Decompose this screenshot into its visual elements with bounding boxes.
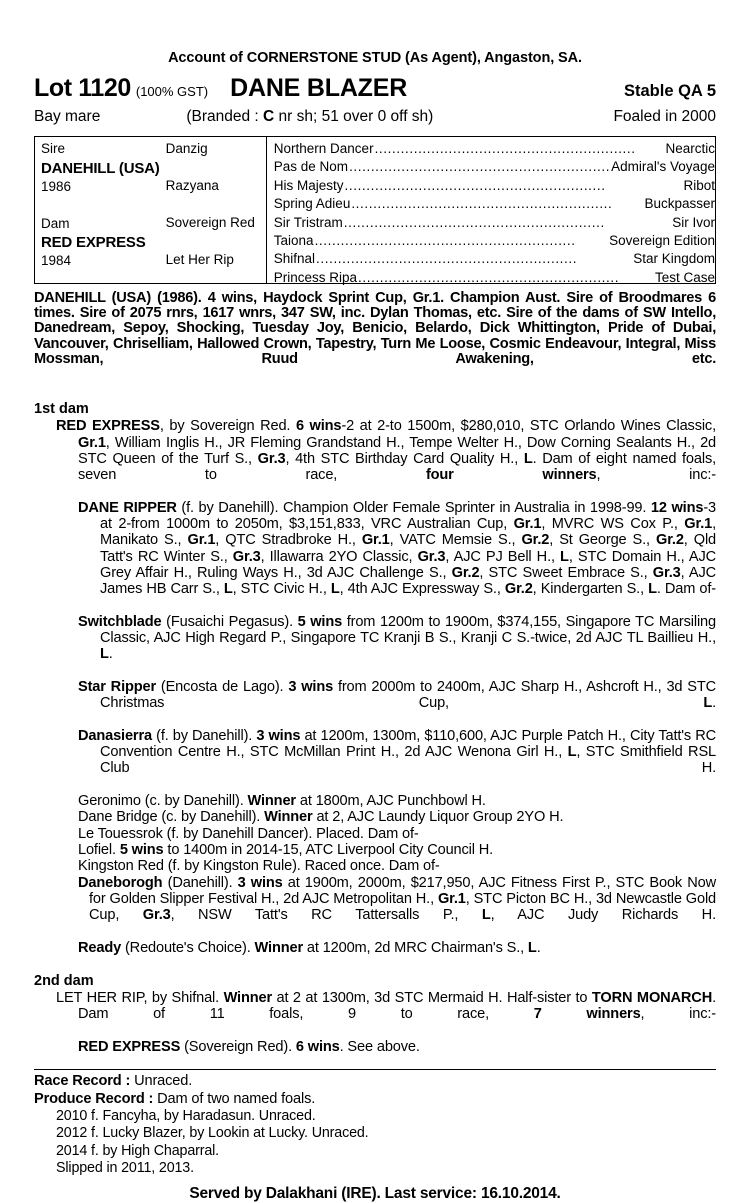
pedigree-entry: Danasierra (f. by Danehill). 3 wins at 1200m, 1300m, $110,600, AJC Purple Patch H., City Tatt's RC Convention Centre H., STC McMillan Print H., 2d AJC Wenona Girl H., L, STC Smithfield RSL Club H. bbox=[78, 727, 717, 777]
account-line: Account of CORNERSTONE STUD (As Agent), Angaston, SA. bbox=[168, 50, 582, 66]
horse-description-row bbox=[34, 108, 716, 126]
grandparent-3: Sovereign Red bbox=[165, 215, 255, 230]
produce-foal-line: Slipped in 2011, 2013. bbox=[56, 1159, 194, 1176]
dam-label: Dam bbox=[41, 215, 70, 231]
first-dam-heading: 1st dam bbox=[34, 401, 89, 418]
lot-number: Lot 1120 bbox=[34, 74, 131, 102]
produce-foal-line: 2010 f. Fancyha, by Haradasun. Unraced. bbox=[56, 1108, 316, 1125]
ancestor-dam: Star Kingdom bbox=[633, 251, 715, 267]
brand-symbol: C bbox=[263, 108, 275, 125]
pedigree-entry: Daneborogh (Danehill). 3 wins at 1900m, 2000m, $217,950, AJC Fitness First P., STC Book Now for Golden Slipper Festival H., 2d AJC Metropolitan H., Gr.1, STC Picton BC H., 3d Newcastle Gold Cup, Gr.3, NSW Tatt's RC Tattersalls P., L, AJC Judy Richards H. bbox=[78, 874, 717, 924]
leader-dots: ............................................................ bbox=[343, 214, 605, 230]
colour-and-sex: Bay mare bbox=[34, 108, 101, 125]
ancestor-sire: Shifnal bbox=[273, 251, 316, 267]
pedigree-entry: Geronimo (c. by Danehill). Winner at 1800m, AJC Punchbowl H. bbox=[78, 793, 486, 810]
branded-prefix: (Branded : bbox=[186, 108, 264, 125]
pedigree-entry: Ready (Redoute's Choice). Winner at 1200m, 2d MRC Chairman's S., L. bbox=[78, 939, 541, 956]
ancestor-sire: Taiona bbox=[273, 233, 314, 249]
ancestor-dam: Sir Ivor bbox=[672, 214, 715, 230]
first-dam-entries bbox=[34, 418, 716, 956]
horse-name: DANE BLAZER bbox=[230, 74, 408, 102]
sire-label: Sire bbox=[41, 141, 66, 156]
pedigree-spacer bbox=[41, 196, 160, 215]
pedigree-ancestor-row bbox=[274, 214, 715, 232]
stable-location: Stable QA 5 bbox=[624, 82, 716, 100]
ancestor-dam: Nearctic bbox=[665, 141, 715, 156]
sire-year: 1986 bbox=[41, 178, 72, 194]
grandparent-2: Razyana bbox=[165, 178, 219, 193]
leader-dots: ............................................................ bbox=[351, 196, 613, 212]
pedigree-entry: Le Touessrok (f. by Danehill Dancer). Placed. Dam of- bbox=[78, 825, 419, 842]
branding-info bbox=[186, 108, 433, 126]
second-dam-heading: 2nd dam bbox=[34, 973, 94, 990]
lot-header-row bbox=[34, 74, 716, 103]
produce-record-line bbox=[34, 1091, 716, 1109]
race-record-label: Race Record : bbox=[34, 1073, 131, 1090]
pedigree-spacer bbox=[166, 159, 266, 178]
pedigree-ancestor-row bbox=[274, 140, 715, 158]
grandparent-4: Let Her Rip bbox=[165, 252, 234, 267]
leader-dots: ............................................................ bbox=[374, 141, 636, 156]
pedigree-ancestor-row bbox=[274, 177, 715, 195]
dam-year: 1984 bbox=[41, 253, 72, 268]
pedigree-ancestor-row bbox=[274, 250, 715, 268]
pedigree-entry: Kingston Red (f. by Kingston Rule). Raced once. Dam of- bbox=[78, 858, 440, 875]
produce-record-value: Dam of two named foals. bbox=[157, 1090, 316, 1107]
branded-suffix: nr sh; 51 over 0 off sh) bbox=[274, 108, 434, 125]
pedigree-ancestor-row bbox=[274, 158, 715, 176]
gst-note: (100% GST) bbox=[135, 84, 209, 99]
ancestor-sire: Princess Ripa bbox=[273, 269, 358, 285]
foaled-year: Foaled in 2000 bbox=[613, 108, 716, 125]
produce-record-label: Produce Record : bbox=[34, 1090, 154, 1107]
race-record-value: Unraced. bbox=[134, 1073, 193, 1090]
pedigree-column-great-grandparents bbox=[266, 137, 715, 283]
leader-dots: ............................................................ bbox=[358, 269, 620, 285]
pedigree-entry: Star Ripper (Encosta de Lago). 3 wins from 2000m to 2400m, AJC Sharp H., Ashcroft H., 3d STC Christmas Cup, L. bbox=[78, 678, 717, 712]
pedigree-entry: Dane Bridge (c. by Danehill). Winner at 2, AJC Laundy Liquor Group 2YO H. bbox=[78, 809, 564, 826]
ancestor-sire: His Majesty bbox=[273, 177, 344, 193]
pedigree-ancestor-row bbox=[274, 269, 715, 287]
leader-dots: ............................................................ bbox=[314, 233, 576, 249]
pedigree-spacer bbox=[166, 196, 266, 215]
sire-summary-paragraph: DANEHILL (USA) (1986). 4 wins, Haydock Sprint Cup, Gr.1. Champion Aust. Sire of Broodmares 6 times. Sire of 2075 rnrs, 1617 wnrs, 347 SW, inc. Dylan Thomas, etc. Sire of the dams of SW Intello, Danedream, Sepoy, Shocking, Tuesday Joy, Benicio, Belardo, Dick Whittington, Pride of Dubai, Vancouver, Chriselliam, Hallowed Crown, Tapestry, Turn Me Loose, Cosmic Endeavour, Integral, Miss Mossman, Ruud Awakening, etc. bbox=[34, 290, 716, 367]
ancestor-dam: Buckpasser bbox=[644, 196, 715, 212]
sire-name: DANEHILL (USA) bbox=[41, 159, 160, 177]
pedigree-entry: RED EXPRESS (Sovereign Red). 6 wins. See above. bbox=[78, 1038, 420, 1055]
pedigree-entry: RED EXPRESS, by Sovereign Red. 6 wins-2 at 2-to 1500m, $280,010, STC Orlando Wines Classic, Gr.1, William Inglis H., JR Fleming Grandstand H., Tempe Welter H., Dow Corning Sealants H., 2d STC Queen of the Turf S., Gr.3, 4th STC Birthday Card Quality H., L. Dam of eight named foals, seven to race, four winners, inc:- bbox=[56, 418, 717, 484]
pedigree-entry: LET HER RIP, by Shifnal. Winner at 2 at 1300m, 3d STC Mermaid H. Half-sister to TORN MONARCH. Dam of 11 foals, 9 to race, 7 winners, inc:- bbox=[56, 990, 716, 1023]
grandparent-1: Danzig bbox=[165, 141, 208, 156]
leader-dots: ............................................................ bbox=[349, 159, 611, 175]
pedigree-entry: DANE RIPPER (f. by Danehill). Champion Older Female Sprinter in Australia in 1998-99. 12 wins-3 at 2-from 1000m to 2050m, $3,151,833, VRC Australian Cup, Gr.1, MVRC WS Cox P., Gr.1, Manikato S., Gr.1, QTC Stradbroke H., Gr.1, VATC Memsie S., Gr.2, St George S., Gr.2, Qld Tatt's RC Winter S., Gr.3, Illawarra 2YO Classic, Gr.3, AJC PJ Bell H., L, STC Domain H., AJC Grey Affair H., Ruling Ways H., 3d AJC Challenge S., Gr.2, STC Sweet Embrace S., Gr.3, AJC James HB Carr S., L, STC Civic H., L, 4th AJC Expressway S., Gr.2, Kindergarten S., L. Dam of- bbox=[78, 499, 717, 598]
second-dam-entries bbox=[34, 990, 716, 1055]
produce-foal-line: 2014 f. by High Chaparral. bbox=[56, 1142, 219, 1159]
ancestor-sire: Sir Tristram bbox=[273, 214, 343, 230]
pedigree-entry: Lofiel. 5 wins to 1400m in 2014-15, ATC Liverpool City Council H. bbox=[78, 841, 494, 858]
race-record-line bbox=[34, 1073, 716, 1091]
pedigree-spacer bbox=[166, 233, 266, 252]
ancestor-sire: Northern Dancer bbox=[273, 141, 374, 156]
ancestor-sire: Spring Adieu bbox=[273, 196, 351, 212]
pedigree-ancestor-row bbox=[274, 232, 715, 250]
ancestor-dam: Sovereign Edition bbox=[609, 233, 715, 249]
dam-name: RED EXPRESS bbox=[41, 234, 146, 251]
pedigree-column-grandparents bbox=[160, 137, 266, 283]
ancestor-dam: Admiral's Voyage bbox=[611, 159, 715, 175]
records-divider bbox=[34, 1069, 716, 1070]
pedigree-ancestor-row bbox=[274, 195, 715, 213]
pedigree-column-parents bbox=[35, 137, 160, 283]
leader-dots: ............................................................ bbox=[316, 251, 578, 267]
leader-dots: ............................................................ bbox=[344, 177, 606, 193]
ancestor-sire: Pas de Nom bbox=[273, 159, 349, 175]
produce-foal-line: 2012 f. Lucky Blazer, by Lookin at Lucky. Unraced. bbox=[56, 1125, 369, 1142]
served-by-line: Served by Dalakhani (IRE). Last service: 16.10.2014. bbox=[189, 1185, 561, 1203]
ancestor-dam: Test Case bbox=[654, 269, 715, 285]
pedigree-entry: Switchblade (Fusaichi Pegasus). 5 wins from 1200m to 1900m, $374,155, Singapore TC Marsiling Classic, AJC High Regard P., Singapore TC Kranji B S., Kranji C S.-twice, 2d AJC TL Baillieu H., L. bbox=[78, 613, 716, 663]
ancestor-dam: Ribot bbox=[683, 177, 715, 193]
pedigree-table bbox=[34, 136, 716, 284]
produce-foal-list bbox=[34, 1108, 716, 1177]
